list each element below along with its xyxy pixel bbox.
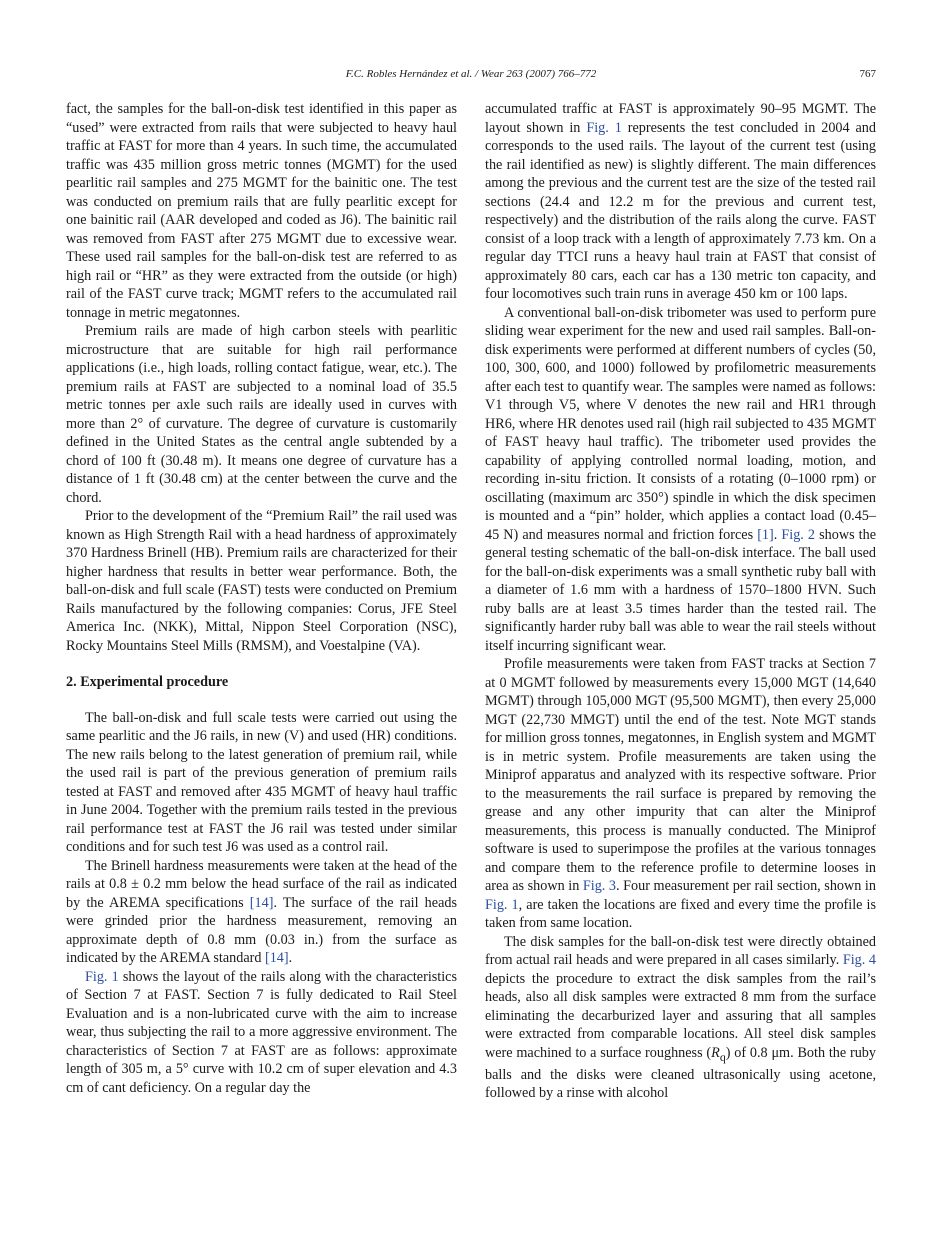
page-number: 767 — [859, 68, 876, 80]
citation-link[interactable]: [1] — [757, 526, 774, 543]
paragraph: The ball-on-disk and full scale tests were carried out using the same pearlitic and the J6 rails, in new (V) and used (HR) conditions. The new rails belong to the latest generation of premium rail, while the used rail is part of the previous generation of premium rails tested at FAST and removed after 435 MGMT of heavy haul traffic in June 2004. Together with the premium rails tested in the previous rail performance test at FAST the J6 rail was tested under similar conditions and for such test J6 was used as a control rail. — [66, 709, 457, 855]
symbol: R — [711, 1044, 720, 1061]
running-header — [66, 68, 876, 86]
figure-link[interactable]: Fig. 1 — [85, 968, 119, 985]
figure-link[interactable]: Fig. 1 — [485, 896, 519, 913]
paragraph: A conventional ball-on-disk tribometer was used to perform pure sliding wear experiment for the new and used rail samples. Ball-on-disk experiments were performed at different numbers of cycles (50, 100, 300, 600, and 1000) followed by profilometric measurements after each test to quantify wear. The samples were named as follows: V1 through V5, where V denotes the new rail and HR1 through HR6, where HR denotes used rail (high rail subjected to 435 MGMT of FAST heavy haul traffic). The tribometer used provides the capability of applying controlled normal loading, motion, and recording in-situ friction. It consists of a rotating (0–1000 rpm) or oscillating (maximum arc 350°) spindle in which the disk specimen is mounted and a “pin” holder, which applies a contact load (0.45–45 N) and measures normal and friction forces [1]. Fig. 2 shows the general testing schematic of the ball-on-disk interface. The ball used for the ball-on-disk experiments was a small synthetic ruby ball with a diameter of 1.6 mm with a hardness of 1570–1800 HVN. Such ruby balls are at least 3.5 times harder than the tested rail. The significantly harder ruby ball was able to wear the rail steels without itself incurring significant wear. — [485, 304, 877, 654]
paragraph: The disk samples for the ball-on-disk test were directly obtained from actual rail heads and were prepared in all cases similarly. Fig. 4 depicts the procedure to extract the disk samples from the rail’s heads, also all disk samples were extracted 8 mm from the surface eliminating the decarburized layer and assuring that all samples were extracted from comparable locations. All steel disk samples were machined to a surface roughness $(R_q)$ of 0.8 μm. Both the ruby balls and the disks were cleaned ultrasonically using acetone, followed by a rinse with alcohol — [485, 933, 876, 1102]
paragraph: fact, the samples for the ball-on-disk test identified in this paper as “used” were extracted from rails that were subjected to heavy haul traffic at FAST for more than 4 years. In such time, the accumulated traffic was 435 million gross metric tonnes (MGMT) for the used pearlitic rail samples and 275 MGMT for the bainitic one. The test was conducted on premium rails that are fully pearlitic except for one bainitic rail (AAR developed and coded as J6). The bainitic rail was removed from FAST after 275 MGMT due to excessive wear. These used rail samples for the ball-on-disk test are referred to as high rail or “HR” as they were extracted from the outside (or high) rail of the FAST curve track; MGMT refers to the accumulated rail tonnage in metric megatonnes. — [66, 101, 457, 321]
figure-link[interactable]: Fig. 1 — [586, 119, 622, 136]
citation-link[interactable]: [14] — [249, 894, 274, 911]
running-title: F.C. Robles Hernández et al. / Wear 263 (2007) 766–772 — [345, 68, 597, 80]
paragraph: The Brinell hardness measurements were taken at the head of the rails at 0.8 ± 0.2 mm below the head surface of the rail as indicated by the AREMA specifications [14]. The surface of the rail heads were grinded prior the hardness measurement, removing an approximate depth of 0.8 mm (0.03 in.) from the surface as indicated by the AREMA standard [14]. — [66, 857, 457, 966]
figure-link[interactable]: Fig. 3 — [582, 878, 617, 894]
paragraph: Profile measurements were taken from FAST tracks at Section 7 at 0 MGMT followed by measurements every 15,000 MGT (14,640 MGMT) through 105,000 MGT (95,500 MGMT), then every 25,000 MGT (22,730 MMGT) until the end of the test. Note MGT stands for million gross tonnes, megatonnes, in English system and MGMT is in metric system. Profile measurements are taken using the Miniprof apparatus and analyzed with its respective software. Prior to the measurements the rail surface is prepared by removing the grease and any other impurity that can alter the Miniprof measurements, this process is manually conducted. The Miniprof software is used to superimpose the profiles at the various tonnages and compare them to the reference profile to determine looses in area as shown in Fig. 3. Four measurement per rail section, shown in Fig. 1, are taken the locations are fixed and every time the profile is taken from same location. — [485, 656, 876, 931]
left-column — [66, 100, 457, 1097]
section-heading: 2. Experimental procedure — [66, 674, 229, 690]
paragraph: Premium rails are made of high carbon steels with pearlitic microstructure that are suitable for high rail performance applications (i.e., high loads, rolling contact fatigue, wear, etc.). The premium rails at FAST are subjected to a nominal load of 35.5 metric tonnes per axle such rails are ideally used in curves with more than 2° of curvature. The degree of curvature is customarily defined in the United States as the central angle subtended by a chord of 100 ft (30.48 m). It means one degree of curvature has a distance of 1 ft (30.48 cm) at the center between the curve and the chord. — [66, 323, 457, 506]
paragraph: Fig. 1 shows the layout of the rails along with the characteristics of Section 7 at FAST. Section 7 is fully dedicated to Rail Steel Evaluation and is a non-lubricated curve with the aim to increase wear, thus subjecting the rail to a more aggressive environment. The characteristics of Section 7 at FAST are as follows: approximate length of 305 m, a 5° curve with 10.2 cm of super elevation and 4.3 cm of cant deficiency. On a regular day the — [66, 968, 457, 1096]
right-column — [485, 100, 876, 1103]
figure-link[interactable]: Fig. 4 — [842, 952, 876, 968]
paragraph: accumulated traffic at FAST is approximately 90–95 MGMT. The layout shown in Fig. 1 represents the test concluded in 2004 and corresponds to the used rails. The layout of the current test (using the rail identified as new) is slightly different. The main differences among the previous and the current test are the size of the tested rail sections (24.4 and 12.2 m for the previous and current test, respectively) and the distribution of the rails along the curve. FAST consist of a loop track with a length of approximately 7.73 km. On a regular day TTCI runs a heavy haul train at FAST that consist of approximately 80 cars, each car has a 130 metric ton capacity, and four locomotives such train runs in average 450 km or 100 laps. — [485, 101, 876, 302]
figure-link[interactable]: Fig. 2 — [781, 526, 816, 543]
subscript: q — [719, 1049, 726, 1064]
paragraph: Prior to the development of the “Premium Rail” the rail used was known as High Strength Rail with a head hardness of approximately 370 Hardness Brinell (HB). Premium rails are characterized for their higher hardness that results in better wear performance. Both, the ball-on-disk and full scale (FAST) tests were conducted on Premium Rails manufactured by the following companies: Corus, JFE Steel America Inc. (NKK), Mittal, Nippon Steel Corporation (NSC), Rocky Mountains Steel Mills (RMSM), and Voestalpine (VA). — [66, 508, 457, 654]
citation-link[interactable]: [14] — [264, 950, 289, 966]
